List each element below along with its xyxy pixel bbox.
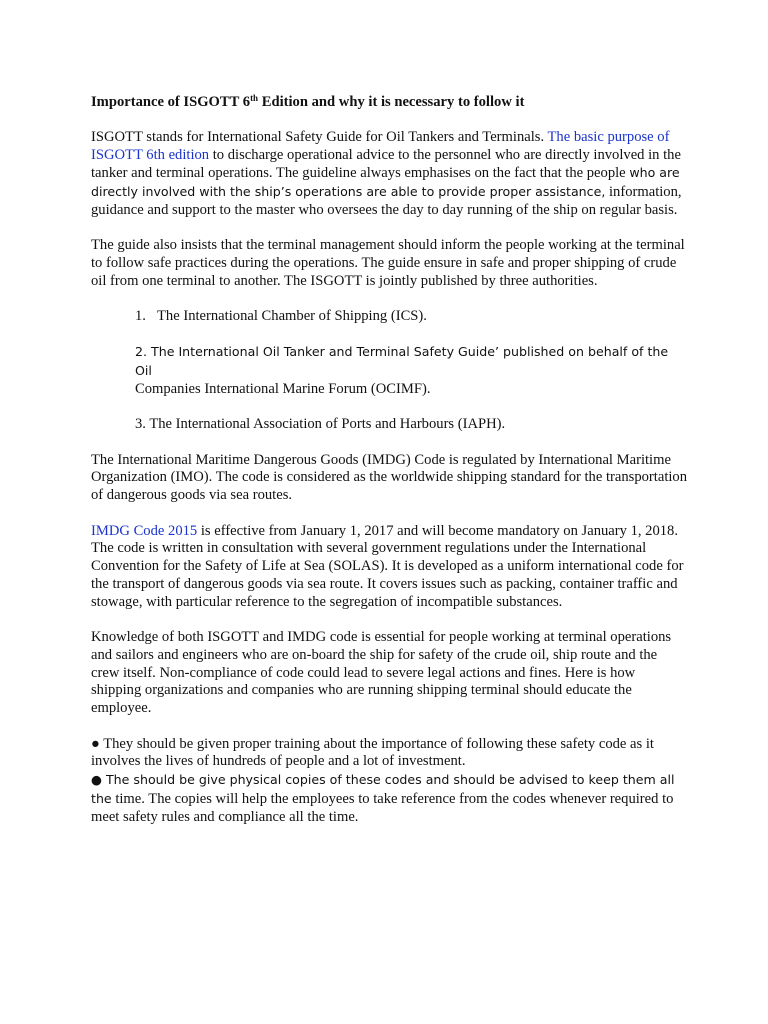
paragraph-text-sans: who are directly involved with the ship’s operations are able to provide proper assistance, <box>91 165 680 200</box>
paragraph-terminal-management: The guide also insists that the terminal management should inform the people working at the terminal to follow safe practices during the operations. The guide ensure in safe and proper shipping of crude oil from one terminal to another. The ISGOTT is jointly published by three authorities. <box>91 237 685 289</box>
paragraph-text: to discharge operational advice to the personnel who are directly involved in the tanker and terminal operations. The guideline always emphasises on the fact that the people <box>91 146 681 182</box>
title-superscript: th <box>250 93 259 103</box>
title-suffix: Edition and why it is necessary to follow it <box>258 94 525 110</box>
paragraph-imdg-2015 <box>91 523 689 612</box>
authorities-list <box>91 308 689 434</box>
imdg-code-2015-link[interactable]: IMDG Code 2015 <box>91 522 198 539</box>
bullet-item: ● They should be given proper training about the importance of following these safety code as it involves the lives of hundreds of people and a lot of investment. <box>91 735 654 770</box>
list-item <box>91 416 689 434</box>
document-page <box>91 94 689 827</box>
list-item-number: 2. <box>135 344 148 360</box>
document-title <box>91 94 689 112</box>
paragraph-imdg-code: The International Maritime Dangerous Goods (IMDG) Code is regulated by International Maritime Organization (IMO). The code is considered as the worldwide shipping standard for the transportation of dangerous goods via sea routes. <box>91 451 688 504</box>
list-item-text: Companies International Marine Forum (OCIMF). <box>135 381 431 398</box>
bullet-text: time. The copies will help the employees to take reference from the codes whenever required to meet safety rules and compliance all the time. <box>91 790 674 825</box>
bullet-text-sans: ● The should be give physical copies of these codes and should be advised to keep them all the <box>91 772 675 806</box>
list-item-number: 1. <box>135 308 146 325</box>
paragraph-text: is effective from January 1, 2017 and will become mandatory on January 1, 2018. The code is written in consultation with several government regulations under the International Convention for the Safety of Life at Sea (SOLAS). It is developed as a uniform international code for the transport of dangerous goods via sea route. It covers issues such as packing, container traffic and stowage, with particular reference to the segregation of incompatible substances. <box>91 522 684 610</box>
isgott-purpose-link[interactable]: The basic purpose of ISGOTT 6th edition <box>91 128 670 163</box>
paragraph-text: information, guidance and support to the master who oversees the day to day running of the ship on regular basis. <box>91 184 682 218</box>
bullet-item <box>91 771 689 826</box>
bullet-list <box>91 736 689 827</box>
list-item <box>91 343 689 398</box>
paragraph-knowledge: Knowledge of both ISGOTT and IMDG code is essential for people working at terminal operations and sailors and engineers who are on-board the ship for safety of the crude oil, ship route and the crew itself. Non-compliance of code could lead to severe legal actions and fines. Here is how shipping organizations and companies who are running shipping terminal should educate the employee. <box>91 629 672 717</box>
title-prefix: Importance of ISGOTT 6 <box>91 94 251 110</box>
list-item <box>91 308 689 326</box>
paragraph-text: ISGOTT stands for International Safety Guide for Oil Tankers and Terminals. <box>91 128 548 145</box>
list-item-text-sans: The International Oil Tanker and Terminal Safety Guide’ published on behalf of the Oil <box>135 344 669 379</box>
paragraph-isgott-intro <box>91 129 689 220</box>
list-item-text: 3. The International Association of Ports and Harbours (IAPH). <box>135 416 506 433</box>
list-item-text: The International Chamber of Shipping (ICS). <box>157 308 427 325</box>
